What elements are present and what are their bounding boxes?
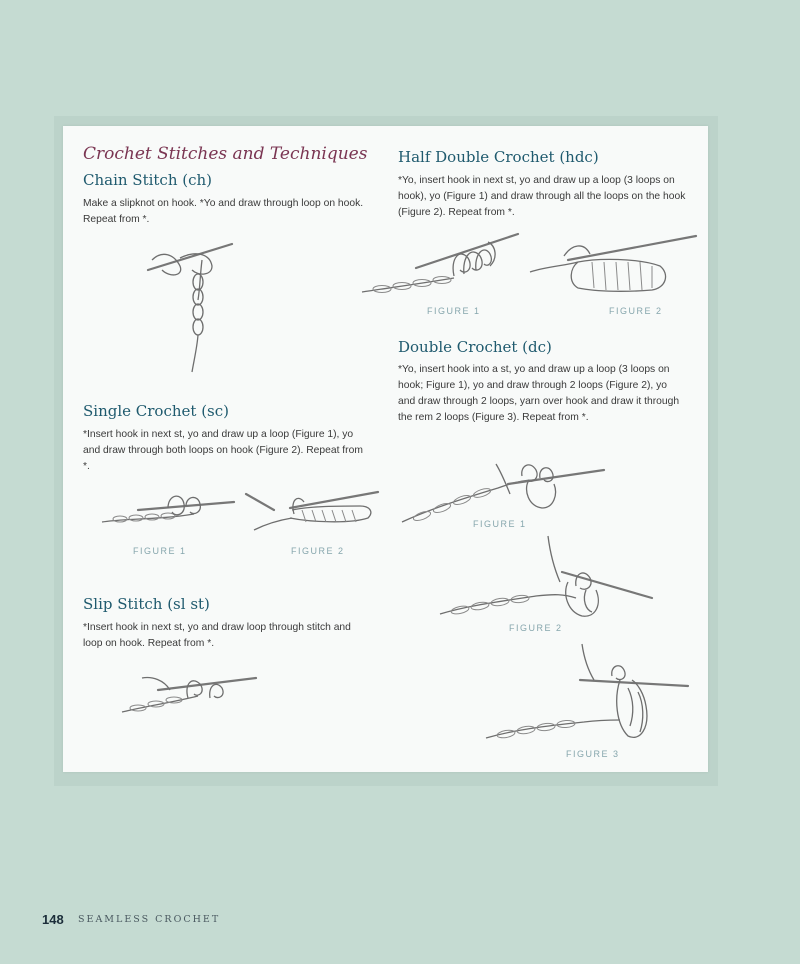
dc-figure-3 <box>484 640 694 746</box>
hdc-text: *Yo, insert hook in next st, yo and draw up a loop (3 loops on hook), yo (Figure 1) and draw through all the loops on the hook (Figure 2). Repeat from *. <box>398 175 686 218</box>
chain-stitch-illustration <box>140 236 235 376</box>
hdc-figure-1-label: FIGURE 1 <box>427 306 481 316</box>
chain-stitch-text: Make a slipknot on hook. *Yo and draw through loop on hook. Repeat from *. <box>83 198 364 225</box>
hdc-figure-2-label: FIGURE 2 <box>609 306 663 316</box>
dc-heading: Double Crochet (dc) <box>398 338 552 356</box>
single-crochet-figure-2-label: FIGURE 2 <box>291 546 345 556</box>
slip-stitch-illustration <box>118 668 258 718</box>
dc-text: *Yo, insert hook into a st, yo and draw up a loop (3 loops on hook; Figure 1), yo and draw through 2 loops (Figure 2), yo and draw through 2 loops, yarn over hook and draw it through the rem 2 loops (Figure 3). Repeat from *. <box>398 364 680 423</box>
slip-stitch-text: *Insert hook in next st, yo and draw loop through stitch and loop on hook. Repeat from *. <box>83 622 351 649</box>
dc-figure-2 <box>436 532 656 622</box>
dc-figure-1-label: FIGURE 1 <box>473 519 527 529</box>
slip-stitch-heading: Slip Stitch (sl st) <box>83 595 210 613</box>
book-title: SEAMLESS CROCHET <box>78 914 221 925</box>
page-title: Crochet Stitches and Techniques <box>83 144 368 164</box>
hdc-figure-2 <box>528 232 698 300</box>
single-crochet-figure-2 <box>240 488 380 530</box>
single-crochet-figure-1-label: FIGURE 1 <box>133 546 187 556</box>
page-number: 148 <box>42 912 64 927</box>
dc-figure-3-label: FIGURE 3 <box>566 749 620 759</box>
chain-stitch-heading: Chain Stitch (ch) <box>83 171 213 189</box>
single-crochet-text: *Insert hook in next st, yo and draw up a loop (Figure 1), yo and draw through both loops on hook (Figure 2). Repeat from *. <box>83 429 363 472</box>
single-crochet-heading: Single Crochet (sc) <box>83 402 229 420</box>
dc-figure-1 <box>398 450 608 528</box>
dc-figure-2-label: FIGURE 2 <box>509 623 563 633</box>
hdc-heading: Half Double Crochet (hdc) <box>398 148 599 166</box>
single-crochet-figure-1 <box>98 488 238 530</box>
hdc-figure-1 <box>358 228 528 300</box>
